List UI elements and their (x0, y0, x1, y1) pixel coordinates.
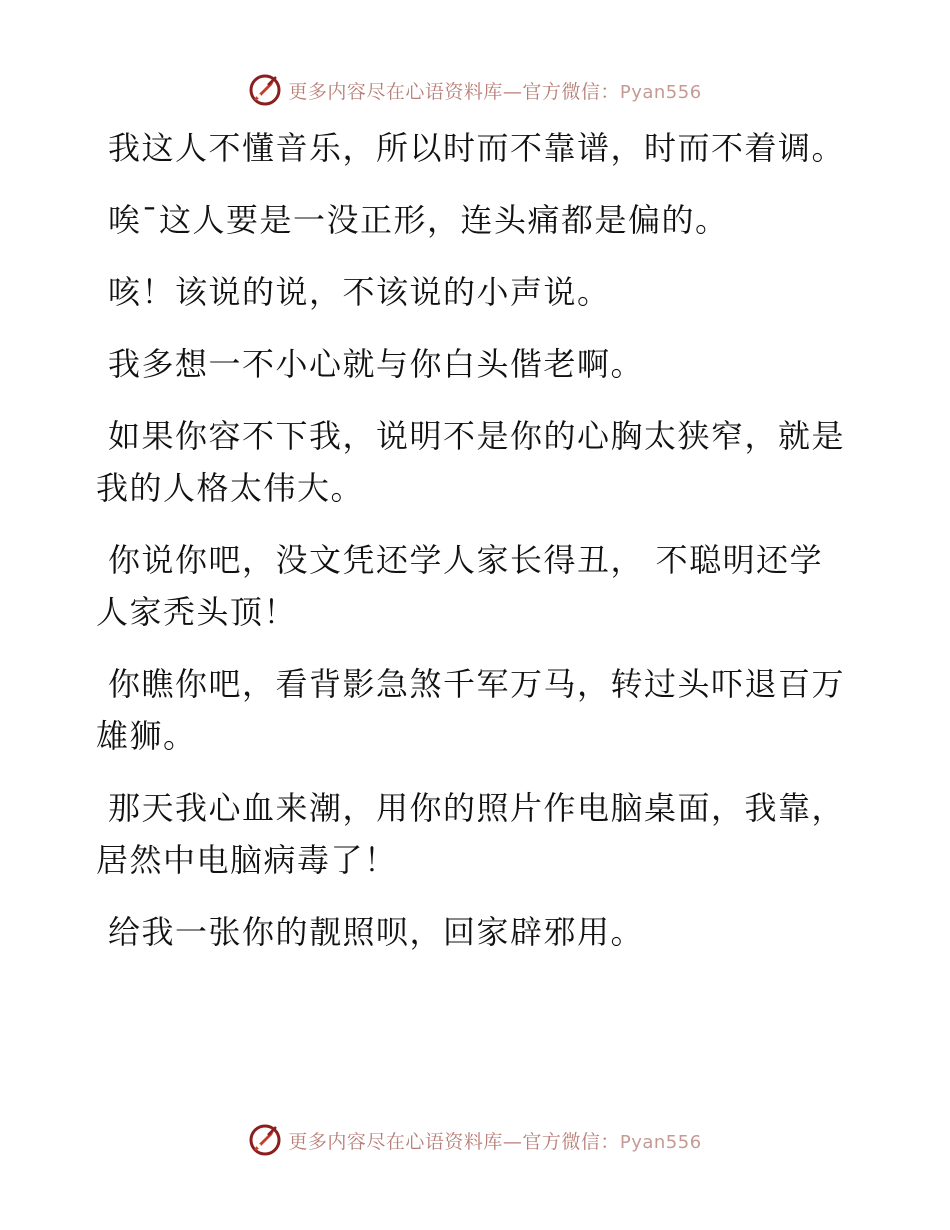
footer-contact-label: 官方微信： (522, 1130, 620, 1153)
paragraph: 给我一张你的靓照呗，回家辟邪用。 (108, 913, 645, 951)
paragraph: 你说你吧，没文凭还学人家长得丑， 不聪明还学人家秃头顶！ (96, 541, 824, 631)
header-brand: 更多内容尽在心语资料库 (288, 80, 503, 103)
header-banner-text (288, 77, 701, 104)
footer-banner-inner (248, 1123, 701, 1157)
paragraph: 那天我心血来潮，用你的照片作电脑桌面，我靠，居然中电脑病毒了！ (96, 789, 846, 879)
paragraph: 唉¯这人要是一没正形，连头痛都是偏的。 (108, 201, 729, 239)
paragraph: 咳！该说的说，不该说的小声说。 (108, 273, 611, 311)
paragraph: 你瞧你吧，看背影急煞千军万马，转过头吓退百万雄狮。 (96, 665, 846, 755)
paragraph: 我多想一不小心就与你白头偕老啊。 (108, 345, 645, 383)
footer-contact-id: Pyan556 (619, 1131, 702, 1153)
pen-logo-icon (248, 1123, 282, 1157)
footer-dash: — (502, 1130, 523, 1153)
paragraph: 我这人不懂音乐，所以时而不靠谱，时而不着调。 (108, 129, 846, 167)
document-body (96, 122, 856, 978)
header-dash: — (502, 80, 523, 103)
pen-logo-icon (248, 73, 282, 107)
header-banner-inner (248, 73, 701, 107)
header-contact-label: 官方微信： (522, 80, 620, 103)
paragraph: 如果你容不下我，说明不是你的心胸太狭窄，就是我的人格太伟大。 (96, 417, 846, 507)
footer-banner (0, 1120, 950, 1160)
footer-banner-text (288, 1127, 701, 1154)
header-contact-id: Pyan556 (619, 81, 702, 103)
header-banner (0, 70, 950, 110)
footer-brand: 更多内容尽在心语资料库 (288, 1130, 503, 1153)
